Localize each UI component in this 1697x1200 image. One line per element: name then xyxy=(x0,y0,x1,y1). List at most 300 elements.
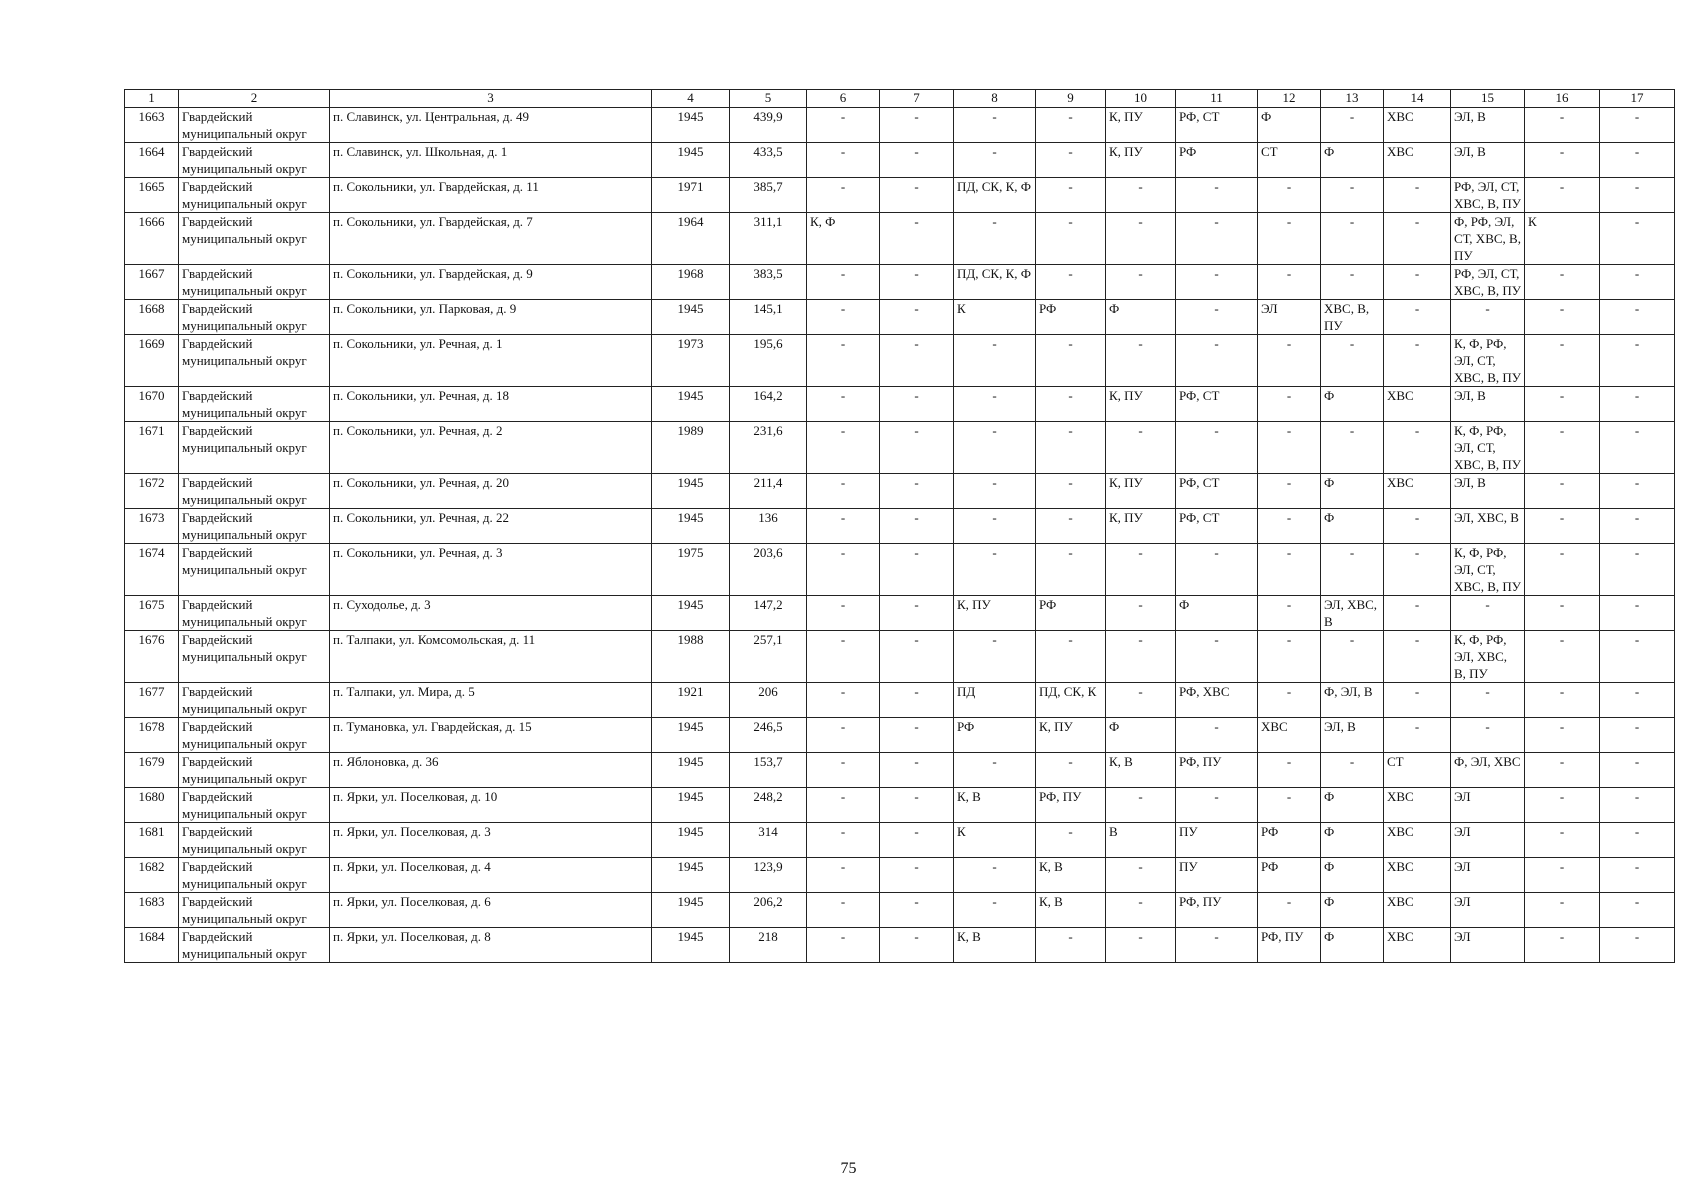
cell-col-7: - xyxy=(880,143,954,178)
cell-area: 206 xyxy=(730,683,807,718)
cell-col-9: - xyxy=(1036,335,1106,387)
cell-year: 1964 xyxy=(652,213,730,265)
table-row xyxy=(125,474,1675,509)
column-header: 11 xyxy=(1176,90,1258,108)
cell-col-9: РФ, ПУ xyxy=(1036,788,1106,823)
cell-col-14: - xyxy=(1384,422,1451,474)
cell-area: 248,2 xyxy=(730,788,807,823)
cell-row-number: 1667 xyxy=(125,265,179,300)
cell-col-13: Ф xyxy=(1321,928,1384,963)
cell-col-9: РФ xyxy=(1036,596,1106,631)
cell-address: п. Сокольники, ул. Речная, д. 1 xyxy=(330,335,652,387)
column-header: 4 xyxy=(652,90,730,108)
cell-col-6: - xyxy=(807,422,880,474)
table-row xyxy=(125,422,1675,474)
cell-col-17: - xyxy=(1600,108,1675,143)
cell-district: Гвардейский муниципальный округ xyxy=(179,474,330,509)
cell-col-13: - xyxy=(1321,422,1384,474)
cell-col-12: ХВС xyxy=(1258,718,1321,753)
cell-row-number: 1675 xyxy=(125,596,179,631)
cell-col-11: - xyxy=(1176,213,1258,265)
cell-district: Гвардейский муниципальный округ xyxy=(179,893,330,928)
cell-col-7: - xyxy=(880,387,954,422)
cell-district: Гвардейский муниципальный округ xyxy=(179,596,330,631)
cell-col-9: К, ПУ xyxy=(1036,718,1106,753)
table-row xyxy=(125,683,1675,718)
cell-col-10: - xyxy=(1106,596,1176,631)
cell-col-17: - xyxy=(1600,893,1675,928)
cell-col-13: Ф xyxy=(1321,509,1384,544)
cell-area: 231,6 xyxy=(730,422,807,474)
cell-area: 257,1 xyxy=(730,631,807,683)
table-row xyxy=(125,509,1675,544)
table-row xyxy=(125,893,1675,928)
cell-year: 1988 xyxy=(652,631,730,683)
cell-col-6: - xyxy=(807,474,880,509)
cell-col-12: Ф xyxy=(1258,108,1321,143)
cell-col-13: Ф xyxy=(1321,858,1384,893)
cell-col-14: - xyxy=(1384,265,1451,300)
cell-col-9: - xyxy=(1036,108,1106,143)
cell-col-11: ПУ xyxy=(1176,858,1258,893)
column-header-row xyxy=(125,90,1675,108)
cell-col-9: - xyxy=(1036,422,1106,474)
cell-col-15: ЭЛ xyxy=(1451,858,1525,893)
cell-col-11: - xyxy=(1176,178,1258,213)
cell-col-9: - xyxy=(1036,265,1106,300)
cell-district: Гвардейский муниципальный округ xyxy=(179,387,330,422)
cell-col-15: - xyxy=(1451,718,1525,753)
cell-col-13: Ф xyxy=(1321,823,1384,858)
cell-col-14: - xyxy=(1384,718,1451,753)
cell-col-15: Ф, РФ, ЭЛ, СТ, ХВС, В, ПУ xyxy=(1451,213,1525,265)
cell-area: 195,6 xyxy=(730,335,807,387)
cell-district: Гвардейский муниципальный округ xyxy=(179,788,330,823)
cell-col-14: ХВС xyxy=(1384,108,1451,143)
cell-district: Гвардейский муниципальный округ xyxy=(179,823,330,858)
cell-col-12: - xyxy=(1258,213,1321,265)
table-row xyxy=(125,265,1675,300)
cell-district: Гвардейский муниципальный округ xyxy=(179,265,330,300)
cell-year: 1945 xyxy=(652,928,730,963)
cell-col-9: ПД, СК, К xyxy=(1036,683,1106,718)
column-header: 15 xyxy=(1451,90,1525,108)
cell-col-14: - xyxy=(1384,509,1451,544)
cell-col-12: - xyxy=(1258,788,1321,823)
cell-col-15: - xyxy=(1451,300,1525,335)
cell-year: 1971 xyxy=(652,178,730,213)
column-header: 6 xyxy=(807,90,880,108)
cell-col-17: - xyxy=(1600,544,1675,596)
cell-col-12: РФ xyxy=(1258,858,1321,893)
cell-year: 1973 xyxy=(652,335,730,387)
cell-year: 1921 xyxy=(652,683,730,718)
cell-col-14: ХВС xyxy=(1384,823,1451,858)
cell-col-7: - xyxy=(880,893,954,928)
cell-row-number: 1664 xyxy=(125,143,179,178)
table-row xyxy=(125,788,1675,823)
cell-area: 211,4 xyxy=(730,474,807,509)
cell-col-16: - xyxy=(1525,387,1600,422)
cell-col-8: - xyxy=(954,108,1036,143)
cell-col-8: - xyxy=(954,858,1036,893)
cell-area: 311,1 xyxy=(730,213,807,265)
column-header: 12 xyxy=(1258,90,1321,108)
cell-district: Гвардейский муниципальный округ xyxy=(179,631,330,683)
cell-col-8: - xyxy=(954,893,1036,928)
cell-address: п. Сокольники, ул. Гвардейская, д. 11 xyxy=(330,178,652,213)
cell-col-15: К, Ф, РФ, ЭЛ, СТ, ХВС, В, ПУ xyxy=(1451,544,1525,596)
cell-year: 1945 xyxy=(652,143,730,178)
cell-col-6: - xyxy=(807,596,880,631)
cell-year: 1945 xyxy=(652,596,730,631)
cell-year: 1945 xyxy=(652,893,730,928)
cell-col-17: - xyxy=(1600,683,1675,718)
cell-col-7: - xyxy=(880,300,954,335)
cell-col-11: РФ, ХВС xyxy=(1176,683,1258,718)
cell-col-8: - xyxy=(954,631,1036,683)
cell-col-15: ЭЛ, В xyxy=(1451,108,1525,143)
cell-col-16: - xyxy=(1525,335,1600,387)
column-header: 17 xyxy=(1600,90,1675,108)
cell-col-6: - xyxy=(807,300,880,335)
cell-col-10: - xyxy=(1106,335,1176,387)
cell-col-12: - xyxy=(1258,753,1321,788)
cell-col-9: - xyxy=(1036,544,1106,596)
cell-col-7: - xyxy=(880,718,954,753)
cell-col-10: К, В xyxy=(1106,753,1176,788)
cell-col-16: - xyxy=(1525,265,1600,300)
cell-col-12: - xyxy=(1258,596,1321,631)
cell-col-10: К, ПУ xyxy=(1106,509,1176,544)
cell-address: п. Тумановка, ул. Гвардейская, д. 15 xyxy=(330,718,652,753)
cell-col-7: - xyxy=(880,474,954,509)
cell-row-number: 1670 xyxy=(125,387,179,422)
cell-col-16: - xyxy=(1525,474,1600,509)
cell-col-8: ПД, СК, К, Ф xyxy=(954,178,1036,213)
cell-col-8: - xyxy=(954,544,1036,596)
table-row xyxy=(125,143,1675,178)
cell-address: п. Ярки, ул. Поселковая, д. 8 xyxy=(330,928,652,963)
cell-area: 383,5 xyxy=(730,265,807,300)
cell-col-8: - xyxy=(954,335,1036,387)
cell-col-13: - xyxy=(1321,335,1384,387)
cell-col-9: - xyxy=(1036,631,1106,683)
cell-col-11: РФ, СТ xyxy=(1176,474,1258,509)
cell-col-17: - xyxy=(1600,788,1675,823)
cell-row-number: 1682 xyxy=(125,858,179,893)
cell-col-14: СТ xyxy=(1384,753,1451,788)
cell-col-17: - xyxy=(1600,422,1675,474)
cell-col-7: - xyxy=(880,178,954,213)
table-row xyxy=(125,718,1675,753)
cell-row-number: 1678 xyxy=(125,718,179,753)
cell-col-15: ЭЛ, ХВС, В xyxy=(1451,509,1525,544)
cell-col-10: - xyxy=(1106,178,1176,213)
cell-col-7: - xyxy=(880,596,954,631)
column-header: 14 xyxy=(1384,90,1451,108)
cell-col-10: - xyxy=(1106,422,1176,474)
cell-col-16: К xyxy=(1525,213,1600,265)
cell-district: Гвардейский муниципальный округ xyxy=(179,213,330,265)
cell-col-11: - xyxy=(1176,422,1258,474)
cell-col-6: - xyxy=(807,108,880,143)
cell-col-7: - xyxy=(880,108,954,143)
cell-year: 1945 xyxy=(652,823,730,858)
cell-row-number: 1676 xyxy=(125,631,179,683)
cell-col-16: - xyxy=(1525,300,1600,335)
cell-col-7: - xyxy=(880,509,954,544)
cell-area: 164,2 xyxy=(730,387,807,422)
cell-district: Гвардейский муниципальный округ xyxy=(179,422,330,474)
cell-col-12: - xyxy=(1258,335,1321,387)
cell-col-8: ПД, СК, К, Ф xyxy=(954,265,1036,300)
cell-col-7: - xyxy=(880,422,954,474)
cell-col-12: - xyxy=(1258,178,1321,213)
cell-col-12: - xyxy=(1258,683,1321,718)
cell-col-6: - xyxy=(807,858,880,893)
cell-col-10: - xyxy=(1106,213,1176,265)
cell-district: Гвардейский муниципальный округ xyxy=(179,683,330,718)
cell-col-17: - xyxy=(1600,474,1675,509)
cell-col-7: - xyxy=(880,335,954,387)
cell-col-17: - xyxy=(1600,509,1675,544)
cell-row-number: 1683 xyxy=(125,893,179,928)
cell-col-9: - xyxy=(1036,213,1106,265)
cell-col-15: К, Ф, РФ, ЭЛ, СТ, ХВС, В, ПУ xyxy=(1451,335,1525,387)
table-row xyxy=(125,823,1675,858)
column-header: 5 xyxy=(730,90,807,108)
cell-col-10: К, ПУ xyxy=(1106,108,1176,143)
cell-year: 1945 xyxy=(652,108,730,143)
cell-row-number: 1665 xyxy=(125,178,179,213)
cell-col-11: - xyxy=(1176,788,1258,823)
cell-col-14: ХВС xyxy=(1384,928,1451,963)
cell-col-10: К, ПУ xyxy=(1106,474,1176,509)
cell-col-8: - xyxy=(954,753,1036,788)
cell-col-8: К xyxy=(954,823,1036,858)
cell-col-6: - xyxy=(807,631,880,683)
cell-col-12: РФ, ПУ xyxy=(1258,928,1321,963)
cell-col-8: К xyxy=(954,300,1036,335)
cell-col-13: ЭЛ, ХВС, В xyxy=(1321,596,1384,631)
cell-col-16: - xyxy=(1525,631,1600,683)
cell-area: 153,7 xyxy=(730,753,807,788)
cell-col-11: - xyxy=(1176,544,1258,596)
cell-col-13: ХВС, В, ПУ xyxy=(1321,300,1384,335)
column-header: 2 xyxy=(179,90,330,108)
cell-col-16: - xyxy=(1525,108,1600,143)
cell-col-14: ХВС xyxy=(1384,893,1451,928)
cell-year: 1968 xyxy=(652,265,730,300)
cell-col-17: - xyxy=(1600,300,1675,335)
cell-col-13: Ф xyxy=(1321,387,1384,422)
cell-area: 314 xyxy=(730,823,807,858)
cell-col-15: ЭЛ, В xyxy=(1451,143,1525,178)
cell-address: п. Суходолье, д. 3 xyxy=(330,596,652,631)
cell-col-14: - xyxy=(1384,631,1451,683)
cell-col-10: - xyxy=(1106,683,1176,718)
cell-col-17: - xyxy=(1600,335,1675,387)
cell-col-14: ХВС xyxy=(1384,858,1451,893)
cell-col-7: - xyxy=(880,788,954,823)
column-header: 1 xyxy=(125,90,179,108)
cell-col-8: ПД xyxy=(954,683,1036,718)
cell-col-9: - xyxy=(1036,387,1106,422)
cell-year: 1945 xyxy=(652,300,730,335)
cell-district: Гвардейский муниципальный округ xyxy=(179,544,330,596)
cell-col-16: - xyxy=(1525,596,1600,631)
cell-address: п. Славинск, ул. Центральная, д. 49 xyxy=(330,108,652,143)
cell-col-9: - xyxy=(1036,928,1106,963)
cell-row-number: 1669 xyxy=(125,335,179,387)
cell-col-15: РФ, ЭЛ, СТ, ХВС, В, ПУ xyxy=(1451,178,1525,213)
cell-col-11: Ф xyxy=(1176,596,1258,631)
cell-address: п. Сокольники, ул. Гвардейская, д. 9 xyxy=(330,265,652,300)
cell-col-10: - xyxy=(1106,631,1176,683)
cell-col-17: - xyxy=(1600,823,1675,858)
cell-row-number: 1666 xyxy=(125,213,179,265)
cell-area: 218 xyxy=(730,928,807,963)
cell-col-11: РФ, СТ xyxy=(1176,387,1258,422)
table-row xyxy=(125,178,1675,213)
cell-col-8: - xyxy=(954,422,1036,474)
cell-col-11: РФ xyxy=(1176,143,1258,178)
cell-col-17: - xyxy=(1600,858,1675,893)
cell-address: п. Яблоновка, д. 36 xyxy=(330,753,652,788)
cell-row-number: 1680 xyxy=(125,788,179,823)
cell-col-12: - xyxy=(1258,265,1321,300)
cell-address: п. Сокольники, ул. Речная, д. 18 xyxy=(330,387,652,422)
column-header: 9 xyxy=(1036,90,1106,108)
cell-col-14: - xyxy=(1384,335,1451,387)
cell-col-15: ЭЛ xyxy=(1451,788,1525,823)
cell-col-9: - xyxy=(1036,474,1106,509)
table-row xyxy=(125,213,1675,265)
cell-col-16: - xyxy=(1525,143,1600,178)
cell-col-15: ЭЛ, В xyxy=(1451,387,1525,422)
cell-area: 206,2 xyxy=(730,893,807,928)
cell-area: 203,6 xyxy=(730,544,807,596)
column-header: 16 xyxy=(1525,90,1600,108)
cell-col-15: - xyxy=(1451,596,1525,631)
cell-row-number: 1684 xyxy=(125,928,179,963)
cell-col-17: - xyxy=(1600,631,1675,683)
cell-address: п. Сокольники, ул. Парковая, д. 9 xyxy=(330,300,652,335)
cell-col-9: - xyxy=(1036,823,1106,858)
cell-col-7: - xyxy=(880,928,954,963)
cell-col-11: - xyxy=(1176,718,1258,753)
cell-area: 246,5 xyxy=(730,718,807,753)
cell-col-8: - xyxy=(954,213,1036,265)
cell-district: Гвардейский муниципальный округ xyxy=(179,753,330,788)
cell-col-13: - xyxy=(1321,108,1384,143)
cell-address: п. Сокольники, ул. Речная, д. 2 xyxy=(330,422,652,474)
cell-year: 1945 xyxy=(652,509,730,544)
cell-year: 1945 xyxy=(652,474,730,509)
cell-col-12: РФ xyxy=(1258,823,1321,858)
cell-area: 433,5 xyxy=(730,143,807,178)
cell-col-12: - xyxy=(1258,422,1321,474)
cell-address: п. Сокольники, ул. Речная, д. 3 xyxy=(330,544,652,596)
cell-col-13: - xyxy=(1321,631,1384,683)
cell-col-6: - xyxy=(807,387,880,422)
cell-col-13: - xyxy=(1321,265,1384,300)
cell-address: п. Сокольники, ул. Речная, д. 22 xyxy=(330,509,652,544)
cell-col-14: - xyxy=(1384,683,1451,718)
cell-col-16: - xyxy=(1525,858,1600,893)
cell-col-8: К, В xyxy=(954,788,1036,823)
cell-col-8: К, ПУ xyxy=(954,596,1036,631)
cell-col-6: - xyxy=(807,544,880,596)
cell-col-17: - xyxy=(1600,718,1675,753)
cell-year: 1989 xyxy=(652,422,730,474)
cell-area: 439,9 xyxy=(730,108,807,143)
cell-district: Гвардейский муниципальный округ xyxy=(179,718,330,753)
column-header: 10 xyxy=(1106,90,1176,108)
column-header: 3 xyxy=(330,90,652,108)
cell-district: Гвардейский муниципальный округ xyxy=(179,509,330,544)
cell-year: 1945 xyxy=(652,387,730,422)
cell-year: 1945 xyxy=(652,788,730,823)
cell-row-number: 1663 xyxy=(125,108,179,143)
cell-col-8: РФ xyxy=(954,718,1036,753)
cell-district: Гвардейский муниципальный округ xyxy=(179,178,330,213)
cell-col-17: - xyxy=(1600,596,1675,631)
cell-col-10: Ф xyxy=(1106,300,1176,335)
cell-address: п. Ярки, ул. Поселковая, д. 10 xyxy=(330,788,652,823)
cell-col-16: - xyxy=(1525,893,1600,928)
cell-col-16: - xyxy=(1525,823,1600,858)
table-row xyxy=(125,300,1675,335)
cell-col-15: РФ, ЭЛ, СТ, ХВС, В, ПУ xyxy=(1451,265,1525,300)
cell-area: 136 xyxy=(730,509,807,544)
cell-col-11: ПУ xyxy=(1176,823,1258,858)
cell-col-10: - xyxy=(1106,265,1176,300)
cell-row-number: 1668 xyxy=(125,300,179,335)
cell-col-13: Ф xyxy=(1321,143,1384,178)
cell-col-17: - xyxy=(1600,213,1675,265)
cell-col-7: - xyxy=(880,631,954,683)
table-row xyxy=(125,596,1675,631)
cell-col-13: - xyxy=(1321,178,1384,213)
cell-year: 1945 xyxy=(652,718,730,753)
cell-col-10: - xyxy=(1106,858,1176,893)
cell-col-10: В xyxy=(1106,823,1176,858)
cell-col-11: - xyxy=(1176,335,1258,387)
cell-col-6: - xyxy=(807,683,880,718)
cell-col-6: - xyxy=(807,143,880,178)
column-header: 8 xyxy=(954,90,1036,108)
cell-district: Гвардейский муниципальный округ xyxy=(179,108,330,143)
cell-col-9: К, В xyxy=(1036,893,1106,928)
cell-col-11: - xyxy=(1176,631,1258,683)
cell-col-12: - xyxy=(1258,631,1321,683)
cell-row-number: 1671 xyxy=(125,422,179,474)
cell-row-number: 1681 xyxy=(125,823,179,858)
cell-address: п. Талпаки, ул. Комсомольская, д. 11 xyxy=(330,631,652,683)
table-row xyxy=(125,335,1675,387)
cell-col-11: - xyxy=(1176,265,1258,300)
cell-address: п. Сокольники, ул. Речная, д. 20 xyxy=(330,474,652,509)
cell-district: Гвардейский муниципальный округ xyxy=(179,335,330,387)
cell-col-6: - xyxy=(807,509,880,544)
cell-col-11: РФ, СТ xyxy=(1176,108,1258,143)
cell-col-13: Ф xyxy=(1321,893,1384,928)
cell-year: 1945 xyxy=(652,753,730,788)
cell-col-14: ХВС xyxy=(1384,788,1451,823)
cell-row-number: 1672 xyxy=(125,474,179,509)
